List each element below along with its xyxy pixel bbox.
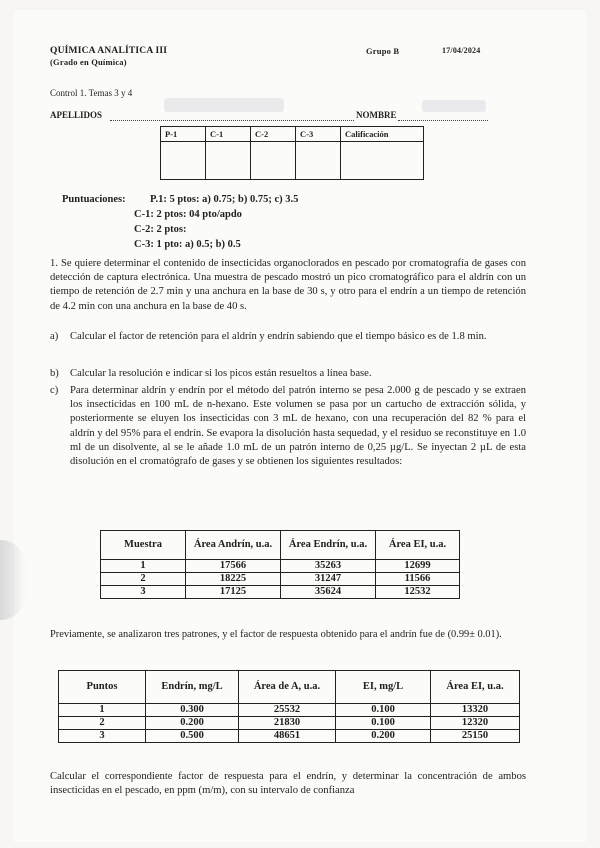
table-cell: 35624 [281,586,376,599]
score-header: Calificación [341,127,424,142]
table-cell: 31247 [281,573,376,586]
problem-intro: 1. Se quiere determinar el contenido de insecticidas organoclorados en pescado por cromatografía de gases con detección de captura electrónica. Una muestra de pescado mostró un pico cromatográfico para el aldrín con un tiempo de retención de 2.7 min y una anchura en la base de 30 s, y otro para el endrín a un tiempo de retención de 4.2 min con una anchura en la base de 40 s. [50,258,526,312]
table-cell: 0.300 [146,704,239,717]
table-cell: 12532 [376,586,460,599]
samples-header: Área Andrín, u.a. [186,531,281,560]
score-cell [341,142,424,180]
item-a-label: a) [50,331,59,342]
score-cell [251,142,296,180]
table-row [59,704,520,717]
name-label: NOMBRE [356,110,397,120]
table-cell: 25532 [239,704,336,717]
score-table [160,126,424,180]
standards-header: Puntos [59,671,146,704]
table-cell: 2 [101,573,186,586]
item-a-text: Calcular el factor de retención para el aldrín y endrín sabiendo que el tiempo básico es de 1.8 min. [70,331,487,342]
redacted-surname [164,98,284,112]
score-cell [161,142,206,180]
exam-page [14,10,586,842]
table-cell: 1 [59,704,146,717]
table-row [101,586,460,599]
item-b-label: b) [50,368,59,379]
table-row [101,573,460,586]
table-cell: 0.100 [336,717,431,730]
samples-header: Muestra [101,531,186,560]
standards-header: EI, mg/L [336,671,431,704]
standards-header: Área de A, u.a. [239,671,336,704]
item-c-text: Para determinar aldrín y endrín por el método del patrón interno se pesa 2.000 g de pescado y se extraen los insecticidas en 100 mL de n-hexano. Este volumen se pasa por un cartucho de extracción sólida, y posteriormente se eluyen los insecticidas con 3 mL de hexano, con una recuperación del 82 % para el aldrín y del 95% para el endrín. Se evapora la disolución hasta sequedad, y el residuo se reconstituye en 1.0 ml de un disolvente, al se le añade 1.0 mL de un patrón interno de 0,25 µg/L. Se inyectan 2 µL de esta disolución en el cromatógrafo de gases y se obtienen los siguientes resultados: [70,385,526,468]
exam-date: 17/04/2024 [442,46,481,55]
table-cell: 1 [101,560,186,573]
item-c [50,384,526,469]
score-header: C-2 [251,127,296,142]
table-cell: 12320 [431,717,520,730]
samples-header: Área Endrín, u.a. [281,531,376,560]
samples-table [100,530,460,599]
score-header: C-1 [206,127,251,142]
table-cell: 0.500 [146,730,239,743]
item-a [50,330,526,344]
table-cell: 0.200 [336,730,431,743]
standards-header: Endrín, mg/L [146,671,239,704]
item-b-text: Calcular la resolución e indicar si los picos están resueltos a línea base. [70,368,372,379]
table-cell: 11566 [376,573,460,586]
scoring-line: C-1: 2 ptos: 04 pto/apdo [134,209,242,220]
surname-label: APELLIDOS [50,110,103,120]
table-cell: 21830 [239,717,336,730]
samples-header: Área EI, u.a. [376,531,460,560]
table-cell: 35263 [281,560,376,573]
score-cell [206,142,251,180]
table-cell: 12699 [376,560,460,573]
table-cell: 3 [59,730,146,743]
scoring-line: C-3: 1 pto: a) 0.5; b) 0.5 [134,239,241,250]
table-cell: 18225 [186,573,281,586]
score-header: C-3 [296,127,341,142]
standards-header: Área EI, u.a. [431,671,520,704]
previous-text: Previamente, se analizaron tres patrones, y el factor de respuesta obtenido para el andrín fue de (0.99± 0.01). [50,629,502,640]
table-cell: 2 [59,717,146,730]
table-row [59,717,520,730]
redacted-name [422,100,486,112]
scoring-line: P.1: 5 ptos: a) 0.75; b) 0.75; c) 3.5 [150,194,299,205]
final-question: Calcular el correspondiente factor de respuesta para el endrín, y determinar la concentración de ambos insecticidas en el pescado, en ppm (m/m), con su intervalo de confianza [50,771,526,797]
standards-table [58,670,520,743]
table-cell: 3 [101,586,186,599]
scoring-line: C-2: 2 ptos: [134,224,187,235]
table-cell: 25150 [431,730,520,743]
table-cell: 0.100 [336,704,431,717]
group-label: Grupo B [366,46,400,56]
degree-label: (Grado en Química) [50,57,127,67]
item-b [50,367,526,381]
table-cell: 17566 [186,560,281,573]
course-title: QUÍMICA ANALÍTICA III [50,46,168,56]
table-cell: 13320 [431,704,520,717]
control-label: Control 1. Temas 3 y 4 [50,88,133,98]
score-cell [296,142,341,180]
score-header: P-1 [161,127,206,142]
table-cell: 0.200 [146,717,239,730]
table-cell: 48651 [239,730,336,743]
item-c-label: c) [50,385,59,396]
table-row [101,560,460,573]
table-cell: 17125 [186,586,281,599]
table-row [59,730,520,743]
scoring-title: Puntuaciones: [62,194,126,205]
